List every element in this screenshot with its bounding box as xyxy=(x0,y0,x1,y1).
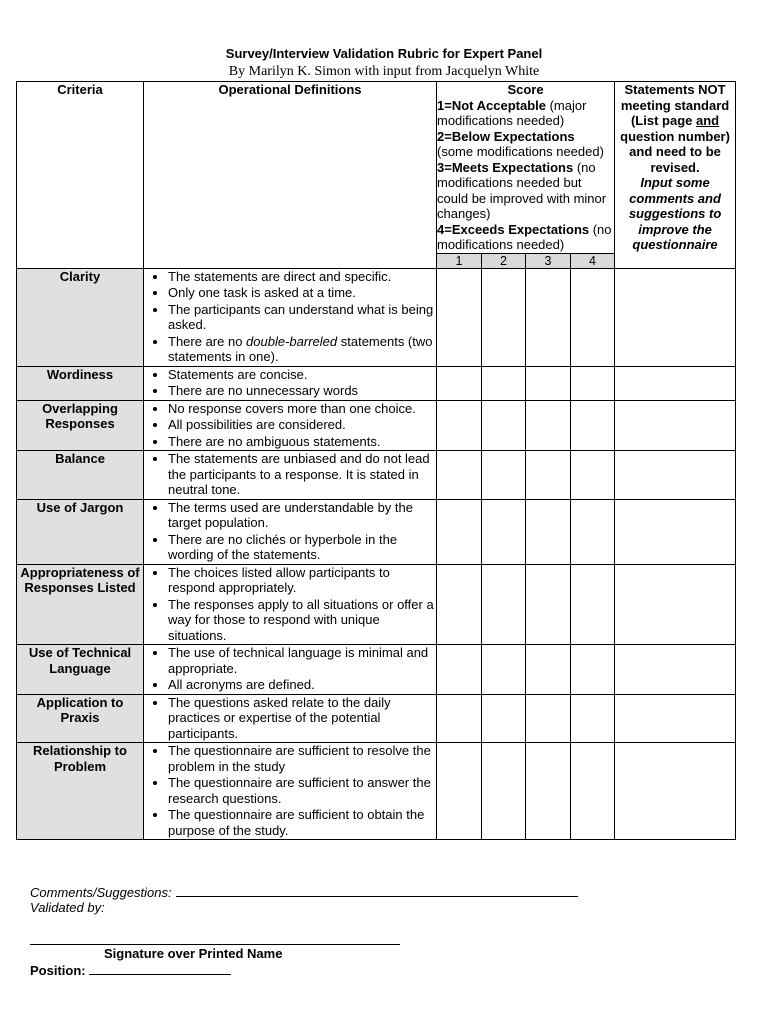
comments-blank[interactable] xyxy=(176,884,578,897)
validated-by-label: Validated by: xyxy=(30,900,105,915)
score-level-note: (some modifications needed) xyxy=(437,144,604,159)
definition-item: • The questions asked relate to the daily practices or expertise of the potential participants. xyxy=(168,695,436,742)
definition-item: • The participants can understand what is being asked. xyxy=(168,302,436,333)
comments-line xyxy=(30,884,578,900)
score-cell-1[interactable] xyxy=(437,451,482,500)
definition-item: • All possibilities are considered. xyxy=(168,417,436,433)
score-cell-1[interactable] xyxy=(437,645,482,695)
statements-header xyxy=(615,82,736,269)
rubric-row xyxy=(17,366,736,400)
score-cell-2[interactable] xyxy=(482,366,526,400)
score-cell-3[interactable] xyxy=(526,694,571,743)
criterion-cell: Wordiness xyxy=(17,366,144,400)
definition-item: • The choices listed allow participants to respond appropriately. xyxy=(168,565,436,596)
score-cell-1[interactable] xyxy=(437,694,482,743)
comments-label: Comments/Suggestions: xyxy=(30,885,172,900)
page-subtitle: By Marilyn K. Simon with input from Jacquelyn White xyxy=(228,64,540,79)
statements-cell[interactable] xyxy=(615,499,736,564)
statements-cell[interactable] xyxy=(615,564,736,645)
score-cell-1[interactable] xyxy=(437,743,482,840)
position-blank[interactable] xyxy=(89,962,231,975)
definition-item: • The questionnaire are sufficient to resolve the problem in the study xyxy=(168,743,436,774)
score-cell-1[interactable] xyxy=(437,499,482,564)
rubric-row xyxy=(17,564,736,645)
definition-item: • The use of technical language is minimal and appropriate. xyxy=(168,645,436,676)
score-cell-2[interactable] xyxy=(482,268,526,366)
position-label: Position: xyxy=(30,963,86,978)
criterion-cell: Relationship to Problem xyxy=(17,743,144,840)
statements-text-a: Statements NOT meeting standard (List page xyxy=(620,82,730,128)
definition-list xyxy=(144,500,436,563)
score-level-label: 4=Exceeds Expectations xyxy=(437,221,590,237)
score-level-label: 2=Below Expectations xyxy=(437,128,575,144)
definition-text: statements (two statements in one). xyxy=(168,333,433,364)
definition-cell xyxy=(144,564,437,645)
score-title: Score xyxy=(507,82,544,97)
signature-line[interactable] xyxy=(30,944,400,945)
score-cell-4[interactable] xyxy=(571,645,615,695)
definition-list xyxy=(144,401,436,450)
score-cell-2[interactable] xyxy=(482,694,526,743)
score-level-1 xyxy=(437,98,614,129)
definition-emphasis: double-barreled xyxy=(246,333,338,349)
statements-text-and: and xyxy=(695,113,720,128)
score-cell-2[interactable] xyxy=(482,645,526,695)
definition-item: • No response covers more than one choice. xyxy=(168,401,436,417)
score-cell-3[interactable] xyxy=(526,499,571,564)
signature-label: Signature over Printed Name xyxy=(104,946,283,961)
definition-cell xyxy=(144,268,437,366)
definition-text: There are no xyxy=(168,333,247,349)
definition-list xyxy=(144,645,436,693)
definition-item xyxy=(168,334,436,365)
score-cell-4[interactable] xyxy=(571,743,615,840)
definition-item: • The terms used are understandable by the target population. xyxy=(168,500,436,531)
score-cell-4[interactable] xyxy=(571,499,615,564)
definition-list xyxy=(144,695,436,742)
definition-cell xyxy=(144,400,437,451)
rubric-row xyxy=(17,268,736,366)
score-header xyxy=(437,82,615,254)
definition-list xyxy=(144,269,436,365)
page-title: Survey/Interview Validation Rubric for Expert Panel xyxy=(225,46,543,61)
position-line xyxy=(30,962,231,978)
score-cell-1[interactable] xyxy=(437,366,482,400)
score-levels xyxy=(437,98,614,253)
statements-text-b: question number) and need to be revised. xyxy=(620,128,730,175)
definition-cell xyxy=(144,694,437,743)
criterion-cell: Appropriateness of Responses Listed xyxy=(17,564,144,645)
definition-list xyxy=(144,743,436,838)
score-cell-1[interactable] xyxy=(437,268,482,366)
rubric-row xyxy=(17,400,736,451)
score-cell-2[interactable] xyxy=(482,564,526,645)
score-level-label: 3=Meets Expectations xyxy=(437,159,574,175)
criterion-cell: Balance xyxy=(17,451,144,500)
definition-item: • The questionnaire are sufficient to obtain the purpose of the study. xyxy=(168,807,436,838)
score-level-note: (major modifications needed) xyxy=(437,97,587,128)
statements-cell[interactable] xyxy=(615,645,736,695)
definitions-header: Operational Definitions xyxy=(144,82,437,269)
score-cell-3[interactable] xyxy=(526,400,571,451)
score-level-3 xyxy=(437,160,614,222)
score-level-4 xyxy=(437,222,614,253)
definition-item: • The responses apply to all situations or offer a way for those to respond with unique situations. xyxy=(168,597,436,644)
score-cell-1[interactable] xyxy=(437,400,482,451)
score-number-1: 1 xyxy=(437,253,482,268)
definition-list xyxy=(144,565,436,644)
score-cell-2[interactable] xyxy=(482,743,526,840)
criterion-cell: Application to Praxis xyxy=(17,694,144,743)
score-cell-3[interactable] xyxy=(526,564,571,645)
criterion-cell: Clarity xyxy=(17,268,144,366)
score-cell-2[interactable] xyxy=(482,499,526,564)
statements-cell[interactable] xyxy=(615,400,736,451)
score-number-4: 4 xyxy=(571,253,615,268)
criterion-cell: Overlapping Responses xyxy=(17,400,144,451)
rubric-row xyxy=(17,451,736,500)
definition-list xyxy=(144,367,436,399)
rubric-row xyxy=(17,694,736,743)
score-cell-4[interactable] xyxy=(571,400,615,451)
criterion-cell: Use of Jargon xyxy=(17,499,144,564)
definition-cell xyxy=(144,451,437,500)
criterion-cell: Use of Technical Language xyxy=(17,645,144,695)
score-level-note: (no modifications needed) xyxy=(437,221,612,252)
score-number-3: 3 xyxy=(526,253,571,268)
definition-item: • The statements are unbiased and do not lead the participants to a response. It is stated in neutral tone. xyxy=(168,451,436,498)
score-cell-4[interactable] xyxy=(571,268,615,366)
score-cell-2[interactable] xyxy=(482,400,526,451)
definition-cell xyxy=(144,645,437,695)
definition-list xyxy=(144,451,436,498)
definition-item: • There are no clichés or hyperbole in the wording of the statements. xyxy=(168,532,436,563)
rubric-row xyxy=(17,499,736,564)
score-cell-4[interactable] xyxy=(571,564,615,645)
score-number-2: 2 xyxy=(482,253,526,268)
score-cell-3[interactable] xyxy=(526,366,571,400)
score-level-2 xyxy=(437,129,614,160)
rubric-row xyxy=(17,743,736,840)
statements-cell[interactable] xyxy=(615,743,736,840)
score-level-note: (no modifications needed but could be improved with minor changes) xyxy=(437,159,607,221)
score-cell-3[interactable] xyxy=(526,743,571,840)
definition-item: • The statements are direct and specific. xyxy=(168,269,436,285)
statements-cell[interactable] xyxy=(615,694,736,743)
statements-cell[interactable] xyxy=(615,366,736,400)
criteria-header: Criteria xyxy=(17,82,144,269)
definition-item: • The questionnaire are sufficient to answer the research questions. xyxy=(168,775,436,806)
definition-item: • Statements are concise. xyxy=(168,367,436,383)
definition-item: • All acronyms are defined. xyxy=(168,677,436,693)
definition-cell xyxy=(144,499,437,564)
score-cell-4[interactable] xyxy=(571,366,615,400)
score-cell-3[interactable] xyxy=(526,645,571,695)
definition-item: • Only one task is asked at a time. xyxy=(168,285,436,301)
statements-cell[interactable] xyxy=(615,268,736,366)
definition-cell xyxy=(144,743,437,840)
rubric-table xyxy=(16,81,736,840)
rubric-row xyxy=(17,645,736,695)
score-cell-1[interactable] xyxy=(437,564,482,645)
statements-italic-text: Input some comments and suggestions to improve the questionnaire xyxy=(628,175,722,252)
score-cell-2[interactable] xyxy=(482,451,526,500)
score-cell-4[interactable] xyxy=(571,451,615,500)
definition-item: • There are no ambiguous statements. xyxy=(168,434,436,450)
statements-cell[interactable] xyxy=(615,451,736,500)
definition-item: • There are no unnecessary words xyxy=(168,383,436,399)
score-level-label: 1=Not Acceptable xyxy=(437,97,546,113)
header-row xyxy=(17,82,736,254)
score-cell-3[interactable] xyxy=(526,268,571,366)
definition-cell xyxy=(144,366,437,400)
score-cell-3[interactable] xyxy=(526,451,571,500)
score-cell-4[interactable] xyxy=(571,694,615,743)
